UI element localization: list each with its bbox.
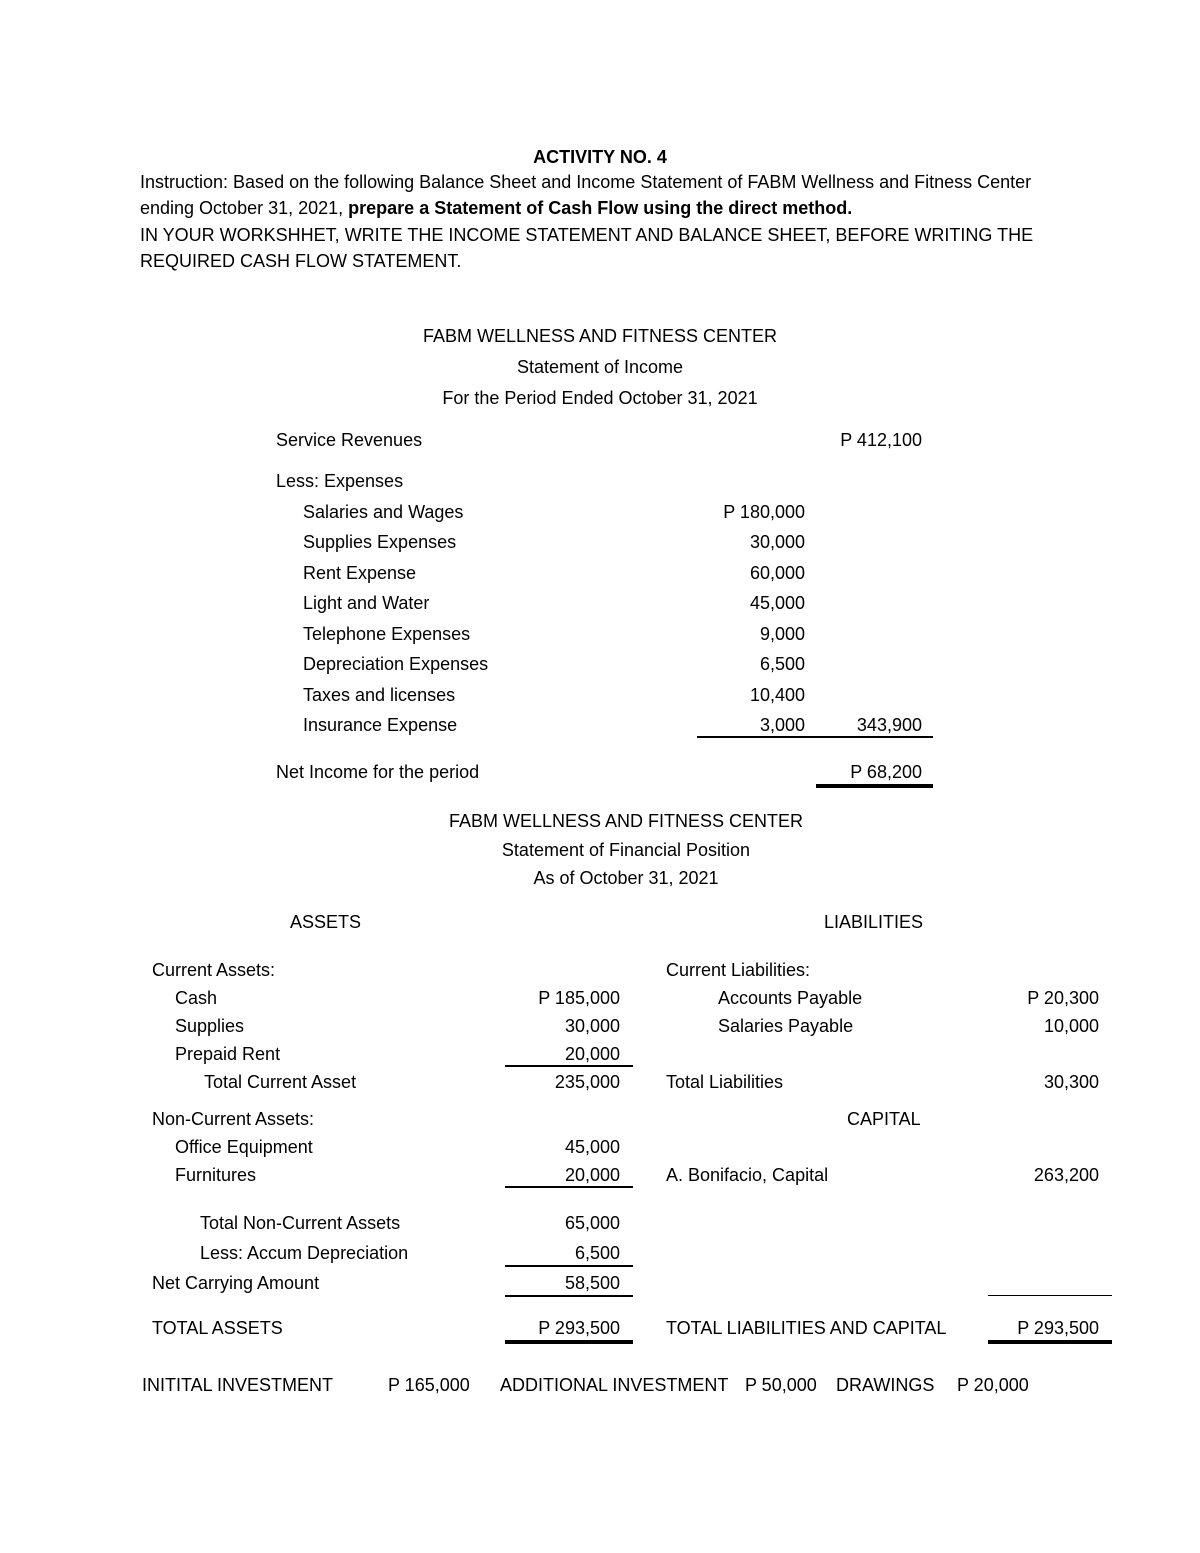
net-carrying-value: 58,500	[564, 1273, 620, 1293]
total-assets-value: P 293,500	[538, 1318, 620, 1338]
total-noncurrent-label: Total Non-Current Assets	[200, 1213, 401, 1233]
liability-value: 10,000	[1043, 1016, 1099, 1036]
asset-label: Supplies	[175, 1016, 245, 1036]
capital-total-underline	[988, 1295, 1112, 1296]
expense-value: 60,000	[749, 563, 805, 583]
asset-value: 20,000	[564, 1165, 620, 1185]
capital-label: A. Bonifacio, Capital	[666, 1165, 829, 1185]
instruction-text: Instruction: Based on the following Balance Sheet and Income Statement of FABM Wellness and Fitness Center ending October 31, 2021,	[140, 172, 1032, 218]
total-current-asset-value: 235,000	[554, 1072, 620, 1092]
total-liabilities-capital-value: P 293,500	[1017, 1318, 1099, 1338]
asset-value: 45,000	[564, 1137, 620, 1157]
expense-label: Depreciation Expenses	[303, 654, 489, 674]
expense-label: Salaries and Wages	[303, 502, 464, 522]
depreciation-underline	[505, 1265, 633, 1267]
net-income-value: P 68,200	[850, 762, 922, 782]
net-carrying-underline	[505, 1295, 633, 1297]
initial-investment-value: P 165,000	[388, 1375, 470, 1395]
liability-label: Accounts Payable	[718, 988, 863, 1008]
capital-header: CAPITAL	[847, 1109, 921, 1129]
bs-date: As of October 31, 2021	[533, 868, 719, 888]
expense-label: Taxes and licenses	[303, 685, 456, 705]
current-assets-underline	[505, 1065, 633, 1067]
current-liabilities-label: Current Liabilities:	[666, 960, 811, 980]
total-lc-double-underline	[988, 1340, 1112, 1344]
expense-value: 45,000	[749, 593, 805, 613]
asset-label: Office Equipment	[175, 1137, 313, 1157]
accum-depreciation-label: Less: Accum Depreciation	[200, 1243, 409, 1263]
drawings-value: P 20,000	[957, 1375, 1029, 1395]
initial-investment-label: INITITAL INVESTMENT	[142, 1375, 334, 1395]
total-current-asset-label: Total Current Asset	[204, 1072, 357, 1092]
expense-label: Insurance Expense	[303, 715, 458, 735]
expense-value: 10,400	[749, 685, 805, 705]
liability-value: P 20,300	[1027, 988, 1099, 1008]
instruction-caps: IN YOUR WORKSHHET, WRITE THE INCOME STATEMENT AND BALANCE SHEET, BEFORE WRITING THE REQUIRED CASH FLOW STATEMENT.	[140, 225, 1034, 271]
revenue-label: Service Revenues	[276, 430, 423, 450]
current-assets-label: Current Assets:	[152, 960, 276, 980]
accum-depreciation-value: 6,500	[574, 1243, 620, 1263]
noncurrent-assets-label: Non-Current Assets:	[152, 1109, 315, 1129]
expense-value: P 180,000	[723, 502, 805, 522]
assets-header: ASSETS	[290, 912, 362, 932]
liabilities-header: LIABILITIES	[824, 912, 924, 932]
total-liabilities-value: 30,300	[1043, 1072, 1099, 1092]
total-liabilities-label: Total Liabilities	[666, 1072, 784, 1092]
is-company: FABM WELLNESS AND FITNESS CENTER	[422, 326, 778, 346]
asset-value: 30,000	[564, 1016, 620, 1036]
net-income-double-underline	[816, 784, 933, 788]
expense-value: 30,000	[749, 532, 805, 552]
less-expenses-label: Less: Expenses	[276, 471, 404, 491]
capital-value: 263,200	[1033, 1165, 1099, 1185]
instruction-paragraph	[140, 169, 1062, 221]
expense-label: Light and Water	[303, 593, 430, 613]
total-assets-label: TOTAL ASSETS	[152, 1318, 283, 1338]
expense-label: Rent Expense	[303, 563, 417, 583]
total-noncurrent-value: 65,000	[564, 1213, 620, 1233]
bs-company: FABM WELLNESS AND FITNESS CENTER	[448, 811, 804, 831]
asset-value: P 185,000	[538, 988, 620, 1008]
drawings-label: DRAWINGS	[836, 1375, 935, 1395]
net-income-label: Net Income for the period	[276, 762, 480, 782]
expense-value: 3,000	[759, 715, 805, 735]
asset-label: Furnitures	[175, 1165, 257, 1185]
bs-title: Statement of Financial Position	[501, 840, 751, 860]
is-title: Statement of Income	[516, 357, 684, 377]
liability-label: Salaries Payable	[718, 1016, 854, 1036]
additional-investment-value: P 50,000	[745, 1375, 817, 1395]
expense-label: Telephone Expenses	[303, 624, 471, 644]
activity-title: ACTIVITY NO. 4	[533, 147, 667, 167]
instruction-emphasis: prepare a Statement of Cash Flow using the direct method.	[348, 198, 853, 218]
additional-investment-label: ADDITIONAL INVESTMENT	[500, 1375, 729, 1395]
expenses-underline	[697, 736, 933, 738]
asset-label: Prepaid Rent	[175, 1044, 281, 1064]
asset-label: Cash	[175, 988, 218, 1008]
expense-value: 6,500	[759, 654, 805, 674]
net-carrying-label: Net Carrying Amount	[152, 1273, 320, 1293]
revenue-value: P 412,100	[840, 430, 922, 450]
noncurrent-underline	[505, 1186, 633, 1188]
total-expenses-value: 343,900	[856, 715, 922, 735]
asset-value: 20,000	[564, 1044, 620, 1064]
total-assets-double-underline	[505, 1340, 633, 1344]
is-period: For the Period Ended October 31, 2021	[442, 388, 758, 408]
total-liabilities-capital-label: TOTAL LIABILITIES AND CAPITAL	[666, 1318, 947, 1338]
expense-label: Supplies Expenses	[303, 532, 457, 552]
expense-value: 9,000	[759, 624, 805, 644]
